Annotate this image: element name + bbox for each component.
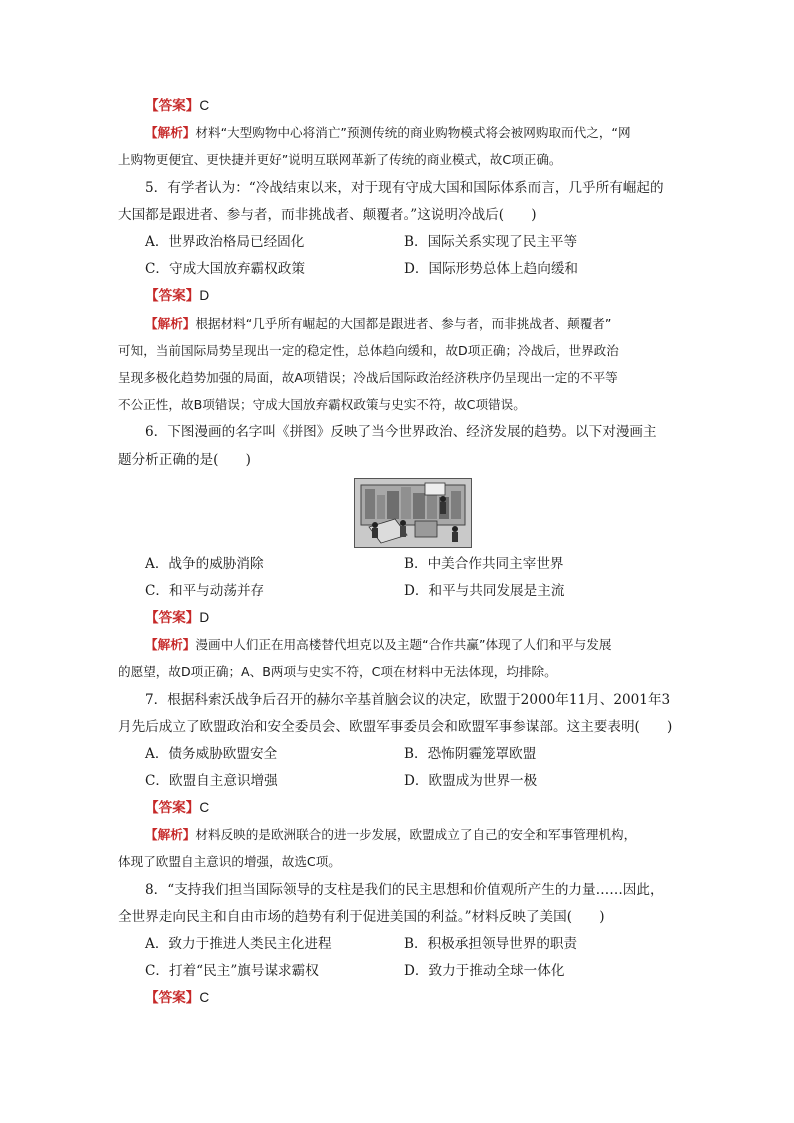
- q5-option-b: B．国际关系实现了民主平等: [404, 234, 578, 250]
- q8-option-d: D．致力于推动全球一体化: [404, 963, 565, 979]
- q7-stem-line-2: 月先后成立了欧盟政治和安全委员会、欧盟军事委员会和欧盟军事参谋部。这主要表明( ): [118, 719, 673, 735]
- q7-stem-line-1: 7．根据科索沃战争后召开的赫尔辛基首脑会议的决定，欧盟于2000年11月、2001年3: [145, 692, 671, 708]
- q5-analysis-line-3: 呈现多极化趋势加强的局面，故A项错误；冷战后国际政治经济秩序仍呈现出一定的不平等: [118, 370, 618, 385]
- q6-option-c: C．和平与动荡并存: [145, 583, 265, 599]
- q7-option-c: C．欧盟自主意识增强: [145, 773, 278, 789]
- q7-analysis-line-1: 【解析】材料反映的是欧洲联合的进一步发展，欧盟成立了自己的安全和军事管理机构，: [145, 827, 637, 842]
- q6-option-d: D．和平与共同发展是主流: [404, 583, 565, 599]
- q7-answer: 【答案】C: [145, 800, 210, 816]
- q8-answer: 【答案】C: [145, 990, 210, 1006]
- q6-answer: 【答案】D: [145, 610, 210, 626]
- q4-analysis-line-2: 上购物更便宜、更快捷并更好”说明互联网革新了传统的商业模式，故C项正确。: [118, 152, 562, 167]
- q6-stem-line-2: 题分析正确的是( ): [118, 452, 251, 468]
- q6-analysis-line-2: 的愿望，故D项正确；A、B两项与史实不符，C项在材料中无法体现，均排除。: [118, 664, 557, 679]
- q4-answer: 【答案】C: [145, 98, 210, 114]
- puzzle-cartoon-illustration: [354, 478, 472, 548]
- q6-analysis-line-1: 【解析】漫画中人们正在用高楼替代坦克以及主题“合作共赢”体现了人们和平与发展: [145, 637, 612, 652]
- q5-stem-line-2: 大国都是跟进者、参与者，而非挑战者、颠覆者。”这说明冷战后( ): [118, 207, 537, 223]
- q5-stem-line-1: 5．有学者认为：“冷战结束以来，对于现有守成大国和国际体系而言，几乎所有崛起的: [145, 180, 664, 196]
- q7-option-b: B．恐怖阴霾笼罩欧盟: [404, 746, 537, 762]
- q8-option-b: B．积极承担领导世界的职责: [404, 936, 578, 952]
- q7-option-a: A．债务威胁欧盟安全: [145, 746, 278, 762]
- q5-analysis-line-2: 可知，当前国际局势呈现出一定的稳定性，总体趋向缓和，故D项正确；冷战后，世界政治: [118, 343, 619, 358]
- q8-option-c: C．打着“民主”旗号谋求霸权: [145, 963, 319, 979]
- q5-answer: 【答案】D: [145, 288, 210, 304]
- q5-analysis-line-1: 【解析】根据材料“几乎所有崛起的大国都是跟进者、参与者，而非挑战者、颠覆者”: [145, 316, 612, 331]
- q8-stem-line-1: 8．“支持我们担当国际领导的支柱是我们的民主思想和价值观所产生的力量……因此，: [145, 882, 664, 898]
- q5-option-c: C．守成大国放弃霸权政策: [145, 261, 305, 277]
- q6-stem-line-1: 6．下图漫画的名字叫《拼图》反映了当今世界政治、经济发展的趋势。以下对漫画主: [145, 424, 657, 440]
- q6-option-a: A．战争的威胁消除: [145, 556, 264, 572]
- q6-option-b: B．中美合作共同主宰世界: [404, 556, 564, 572]
- q5-analysis-line-4: 不公正性，故B项错误；守成大国放弃霸权政策与史实不符，故C项错误。: [118, 397, 526, 412]
- q8-stem-line-2: 全世界走向民主和自由市场的趋势有利于促进美国的利益。”材料反映了美国( ): [118, 909, 605, 925]
- q4-analysis-line-1: 【解析】材料“大型购物中心将消亡”预测传统的商业购物模式将会被网购取而代之，“网: [145, 125, 631, 140]
- q8-option-a: A．致力于推进人类民主化进程: [145, 936, 332, 952]
- q7-option-d: D．欧盟成为世界一极: [404, 773, 538, 789]
- q5-option-d: D．国际形势总体上趋向缓和: [404, 261, 579, 277]
- q7-analysis-line-2: 体现了欧盟自主意识的增强，故选C项。: [118, 854, 341, 869]
- q5-option-a: A．世界政治格局已经固化: [145, 234, 305, 250]
